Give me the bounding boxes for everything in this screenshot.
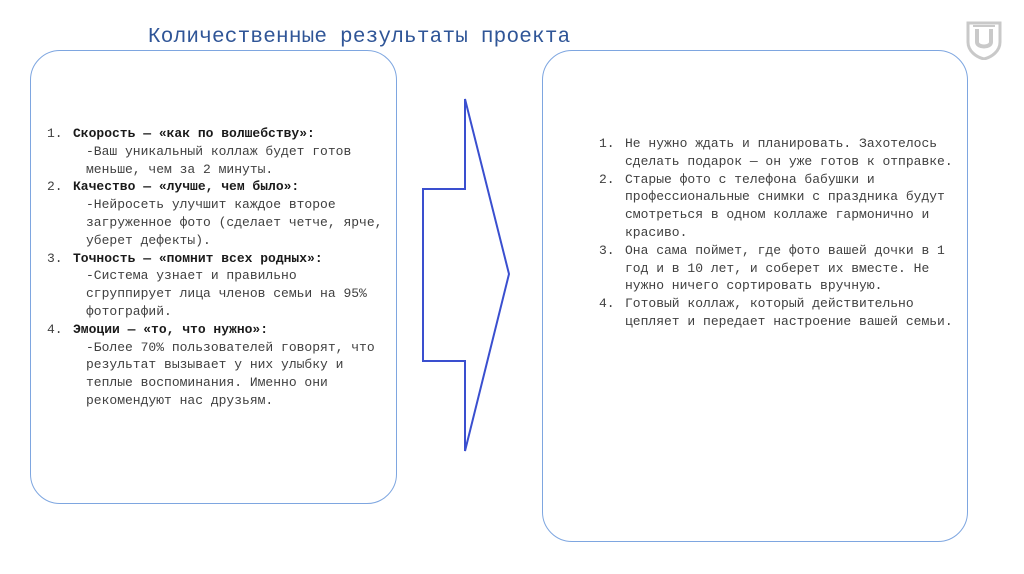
right-arrow-icon (420, 96, 512, 456)
list-item (47, 125, 387, 178)
item-description: -Ваш уникальный коллаж будет готов меньше, чем за 2 минуты. (86, 143, 352, 177)
item-number: 4. (47, 321, 63, 337)
item-number: 3. (599, 242, 615, 258)
item-number: 2. (47, 179, 63, 195)
item-number: 1. (47, 126, 63, 141)
page-title: Количественные результаты проекта (148, 26, 571, 49)
item-description: Она сама поймет, где фото вашей дочки в 1 год и в 10 лет, и соберет их вместе. Не нужно ничего сортировать вручную. (625, 242, 945, 294)
item-number: 4. (599, 296, 615, 312)
item-number: 1. (599, 136, 615, 151)
item-heading: Точность — «помнит всех родных»: (73, 250, 323, 266)
left-results-panel (30, 50, 397, 504)
right-results-list (599, 135, 959, 331)
item-number: 3. (47, 250, 63, 266)
item-heading: Эмоции — «то, что нужно»: (73, 321, 269, 337)
item-description: -Система узнает и правильно сгруппирует лица членов семьи на 95% фотографий. (86, 268, 367, 319)
right-results-panel (542, 50, 968, 542)
list-item (47, 250, 387, 321)
list-item (599, 242, 959, 295)
item-heading: Качество — «лучше, чем было»: (73, 179, 300, 195)
left-results-list (47, 125, 387, 410)
item-description: -Более 70% пользователей говорят, что результат вызывает у них улыбку и теплые воспоминания. Именно они рекомендуют нас друзьям. (86, 339, 375, 408)
item-description: Старые фото с телефона бабушки и профессиональные снимки с праздника будут смотреться в одном коллаже гармонично и красиво. (625, 171, 945, 240)
university-shield-logo-icon (966, 20, 1002, 60)
item-description: -Нейросеть улучшит каждое второе загруженное фото (сделает четче, ярче, уберет дефекты). (86, 197, 383, 248)
item-number: 2. (599, 171, 615, 187)
list-item (599, 171, 959, 242)
list-item (599, 295, 959, 331)
list-item (47, 321, 387, 410)
item-description: Не нужно ждать и планировать. Захотелось сделать подарок — он уже готов к отправке. (625, 136, 953, 169)
list-item (599, 135, 959, 171)
item-heading: Скорость — «как по волшебству»: (73, 126, 315, 141)
item-description: Готовый коллаж, который действительно цепляет и передает настроение вашей семьи. (625, 296, 953, 329)
list-item (47, 178, 387, 249)
